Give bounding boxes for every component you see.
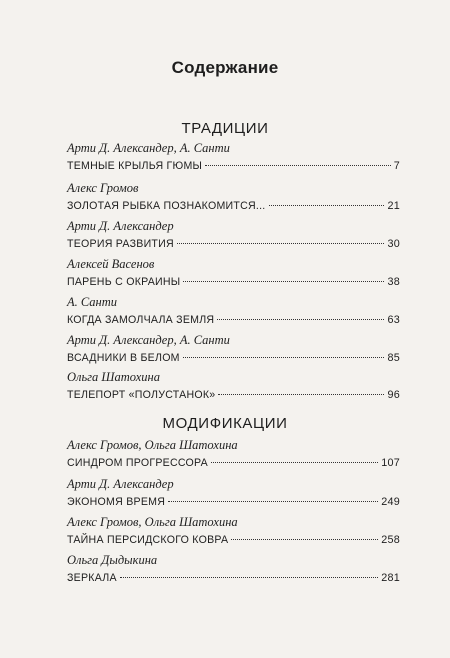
entry-line [67, 159, 400, 173]
entry-line [67, 351, 400, 365]
entry-line [67, 313, 400, 327]
dot-leader [211, 462, 378, 463]
entry-author: Арти Д. Александер, А. Санти [67, 333, 230, 347]
entry-author: А. Санти [67, 295, 118, 309]
entry-page-number: 249 [381, 496, 400, 508]
toc-entry [67, 514, 400, 547]
entry-page-number: 96 [387, 389, 400, 401]
entry-line [67, 571, 400, 585]
entry-title: ЗЕРКАЛА [67, 572, 117, 584]
toc-entry [67, 218, 400, 251]
toc-entry [67, 476, 400, 509]
entry-line [67, 237, 400, 251]
dot-leader [231, 539, 378, 540]
entry-page-number: 7 [393, 160, 400, 172]
dot-leader [120, 577, 378, 578]
entry-author: Арти Д. Александер [67, 219, 174, 233]
entry-title: ТЕОРИЯ РАЗВИТИЯ [67, 238, 174, 250]
entry-title: ВСАДНИКИ В БЕЛОМ [67, 352, 180, 364]
toc-entry [67, 552, 400, 585]
entry-line [67, 456, 400, 470]
entry-page-number: 85 [387, 352, 400, 364]
entry-title: СИНДРОМ ПРОГРЕССОРА [67, 457, 208, 469]
entry-line [67, 533, 400, 547]
entry-page-number: 258 [381, 534, 400, 546]
entry-author: Алекс Громов, Ольга Шатохина [67, 515, 238, 529]
entry-author: Арти Д. Александер, А. Санти [67, 141, 230, 155]
dot-leader [177, 243, 385, 244]
entry-title: ЗОЛОТАЯ РЫБКА ПОЗНАКОМИТСЯ... [67, 200, 266, 212]
entry-line [67, 199, 400, 213]
entry-line [67, 275, 400, 289]
toc-entry [67, 256, 400, 289]
entry-title: КОГДА ЗАМОЛЧАЛА ЗЕМЛЯ [67, 314, 215, 326]
entry-author: Алекс Громов, Ольга Шатохина [67, 438, 238, 452]
dot-leader [269, 205, 385, 206]
page-title: Содержание [171, 58, 279, 77]
entry-title: ТАЙНА ПЕРСИДСКОГО КОВРА [67, 534, 229, 546]
entry-author: Алекс Громов [67, 181, 139, 195]
entry-page-number: 21 [387, 200, 400, 212]
toc-entry [67, 294, 400, 327]
section-heading-modifications: МОДИФИКАЦИИ [162, 415, 288, 432]
entry-page-number: 38 [387, 276, 400, 288]
toc-entry [67, 332, 400, 365]
entry-page-number: 63 [387, 314, 400, 326]
entry-author: Арти Д. Александер [67, 477, 174, 491]
entry-title: ТЕЛЕПОРТ «ПОЛУСТАНОК» [67, 389, 216, 401]
dot-leader [168, 501, 378, 502]
entry-title: ЭКОНОМЯ ВРЕМЯ [67, 496, 166, 508]
entry-author: Алексей Васенов [67, 257, 155, 271]
dot-leader [183, 357, 385, 358]
entry-author: Ольга Дыдыкина [67, 553, 158, 567]
entry-title: ПАРЕНЬ С ОКРАИНЫ [67, 276, 181, 288]
dot-leader [218, 394, 384, 395]
entry-author: Ольга Шатохина [67, 370, 160, 384]
entry-page-number: 107 [381, 457, 400, 469]
entry-title: ТЕМНЫЕ КРЫЛЬЯ ГЮМЫ [67, 160, 203, 172]
dot-leader [183, 281, 384, 282]
toc-entry [67, 369, 400, 402]
entry-line [67, 388, 400, 402]
dot-leader [205, 165, 391, 166]
toc-entry [67, 140, 400, 173]
entry-page-number: 30 [387, 238, 400, 250]
dot-leader [217, 319, 384, 320]
toc-entry [67, 180, 400, 213]
entry-line [67, 495, 400, 509]
entry-page-number: 281 [381, 572, 400, 584]
section-heading-traditions: ТРАДИЦИИ [181, 120, 269, 137]
toc-entry [67, 437, 400, 470]
